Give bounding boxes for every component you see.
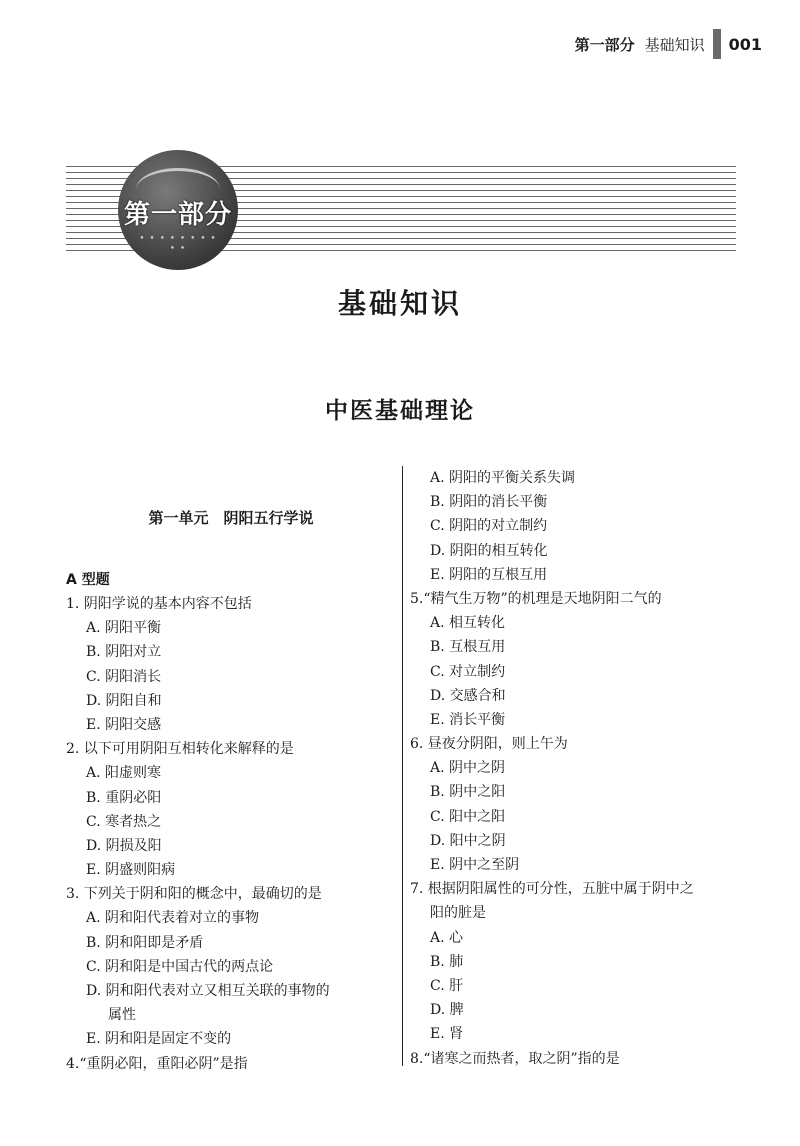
answer-option: B. 阴和阳即是矛盾	[86, 934, 204, 951]
answer-option: E. 阴中之至阴	[430, 857, 520, 873]
part-title: 基础知识	[337, 287, 462, 320]
question-stem: 4.“重阴必阳，重阳必阴”是指	[66, 1055, 248, 1072]
answer-option: A. 相互转化	[430, 615, 506, 632]
answer-option: E. 消长平衡	[430, 711, 506, 728]
answer-option: E. 阴盛则阳病	[86, 862, 176, 879]
question-stem: 8.“诸寒之而热者，取之阴”指的是	[410, 1050, 620, 1067]
question-stem: 2. 以下可用阴阳互相转化来解释的是	[66, 741, 294, 758]
answer-option: C. 寒者热之	[86, 813, 162, 830]
answer-option: E. 肾	[430, 1026, 464, 1043]
answer-option: E. 阴阳交感	[86, 716, 162, 733]
section-heading: A 型题	[66, 572, 110, 588]
question-stem: 6. 昼夜分阴阳，则上午为	[410, 736, 568, 753]
left-question-list	[66, 592, 396, 1076]
page-number: 001	[728, 34, 762, 54]
answer-option: C. 阴阳的对立制约	[430, 518, 548, 535]
badge-dots: • • • • • • • • • •	[139, 234, 217, 254]
answer-option: D. 交感合和	[430, 687, 506, 704]
chapter-title: 中医基础理论	[325, 398, 475, 424]
unit-heading: 第一单元 阴阳五行学说	[148, 509, 314, 527]
right-column	[410, 466, 740, 1071]
answer-option: E. 阴和阳是固定不变的	[86, 1031, 232, 1048]
text-continuation: 阳的脏是	[430, 905, 486, 922]
answer-option: A. 心	[430, 929, 464, 946]
answer-option: A. 阴阳平衡	[86, 620, 162, 637]
question-stem: 7. 根据阴阳属性的可分性，五脏中属于阴中之	[410, 881, 694, 898]
answer-option: B. 阴中之阳	[430, 784, 506, 801]
answer-option: B. 互根互用	[430, 639, 506, 656]
answer-option: B. 肺	[430, 953, 464, 970]
left-column	[66, 508, 396, 1076]
answer-option: D. 阴损及阳	[86, 837, 162, 854]
answer-option: D. 阴和阳代表对立又相互关联的事物的	[86, 983, 330, 999]
part-banner	[66, 150, 736, 290]
question-stem: 3. 下列关于阴和阳的概念中，最确切的是	[66, 886, 322, 903]
answer-option: D. 脾	[430, 1002, 464, 1019]
answer-option: A. 阴和阳代表着对立的事物	[86, 910, 260, 927]
answer-option: C. 对立制约	[430, 663, 506, 680]
header-part: 第一部分	[574, 35, 635, 54]
badge-label: 第一部分	[123, 200, 232, 230]
answer-option: C. 肝	[430, 977, 464, 994]
question-stem: 1. 阴阳学说的基本内容不包括	[66, 596, 252, 612]
answer-option: A. 阴中之阴	[430, 760, 506, 777]
answer-option: E. 阴阳的互根互用	[430, 566, 548, 583]
question-stem: 5.“精气生万物”的机理是天地阴阳二气的	[410, 590, 662, 607]
answer-option: D. 阴阳自和	[86, 692, 162, 709]
part-badge	[118, 150, 238, 270]
answer-option: B. 重阴必阳	[86, 789, 162, 806]
answer-option: A. 阳虚则寒	[86, 765, 162, 782]
answer-option: A. 阴阳的平衡关系失调	[430, 470, 576, 486]
answer-option: C. 阴和阳是中国古代的两点论	[86, 958, 274, 975]
header-title: 基础知识	[644, 35, 705, 54]
text-continuation: 属性	[108, 1007, 136, 1024]
header-bar	[713, 29, 721, 59]
answer-option: C. 阴阳消长	[86, 668, 162, 685]
column-divider	[402, 466, 403, 1066]
answer-option: B. 阴阳对立	[86, 644, 162, 661]
right-question-list	[410, 466, 740, 1071]
answer-option: C. 阳中之阳	[430, 808, 506, 825]
answer-option: D. 阳中之阴	[430, 832, 506, 849]
running-header	[575, 30, 762, 58]
answer-option: D. 阴阳的相互转化	[430, 542, 548, 559]
answer-option: B. 阴阳的消长平衡	[430, 494, 548, 511]
